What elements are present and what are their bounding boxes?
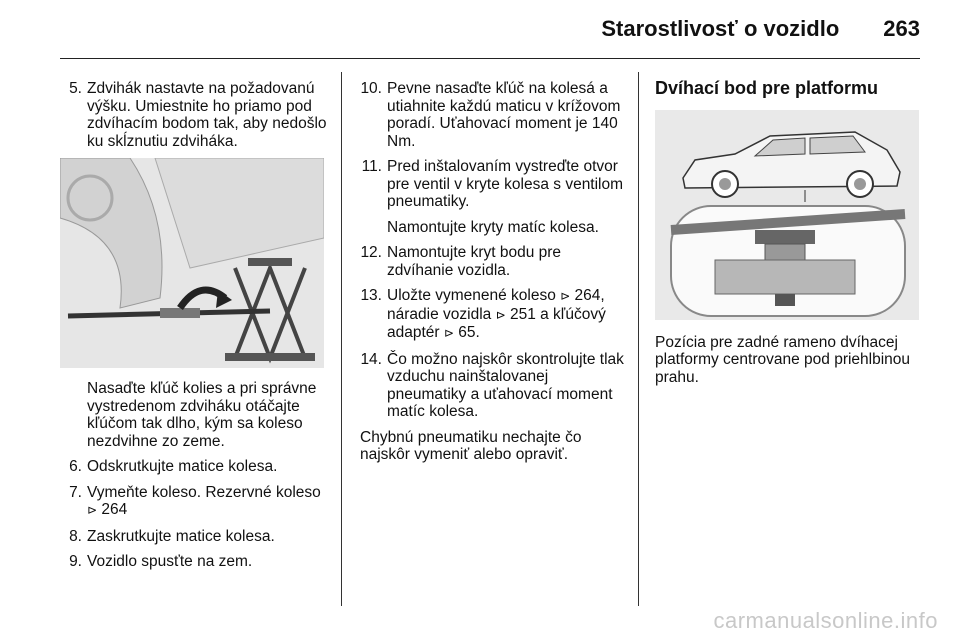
section-heading: Dvíhací bod pre platformu: [655, 78, 879, 98]
jack-illustration: [60, 158, 324, 368]
step-number: 6.: [69, 458, 82, 475]
left-column: [60, 80, 332, 579]
step-text-part: Uložte vymenené koleso: [387, 287, 561, 304]
step-text: Čo možno najskôr skontrolujte tlak vzduchu nainštalovanej pneumatiky a uťahovací moment matíc kolesa.: [387, 350, 624, 420]
page-number: 263: [883, 16, 920, 41]
middle-column: [357, 80, 629, 472]
reference-arrow-icon: ⊳: [495, 307, 506, 322]
step-text: Vozidlo spusťte na zem.: [87, 553, 253, 570]
page-reference[interactable]: 264,: [574, 287, 605, 304]
step-number: 12.: [360, 244, 382, 261]
step-text-part: náradie vozidla: [387, 305, 496, 323]
step-number: 5.: [69, 80, 82, 97]
watermark: carmanualsonline.info: [713, 608, 938, 633]
step-number: 13.: [360, 287, 382, 304]
step-5: [60, 80, 332, 150]
step-text: Namontujte kryt bodu pre zdvíhanie vozidla.: [387, 244, 562, 279]
lift-point-illustration: [655, 110, 919, 320]
step-text: Odskrutkujte matice kolesa.: [87, 458, 278, 475]
step-10: [357, 80, 629, 150]
page-reference[interactable]: 251: [509, 305, 536, 323]
column-divider-right: [638, 72, 639, 606]
step-number: 14.: [360, 350, 382, 368]
step-text: [387, 158, 629, 236]
lift-point-caption: Pozícia pre zadné rameno dvíhacej platformy centrovane pod priehlbinou prahu.: [655, 333, 911, 386]
step-number: 9.: [69, 553, 82, 570]
jack-drawing: [60, 158, 324, 368]
note-text: Chybnú pneumatiku nechajte čo najskôr vymeniť alebo opraviť.: [360, 428, 582, 463]
step-14: [357, 351, 629, 421]
step-number: 11.: [361, 158, 382, 175]
page-reference[interactable]: 65.: [458, 324, 480, 341]
step-text-part: a kľúčový adaptér: [387, 305, 606, 341]
step-7: [60, 484, 332, 520]
step-9: [60, 553, 332, 571]
page-header: [601, 16, 920, 42]
reference-arrow-icon: ⊳: [443, 326, 454, 340]
reference-arrow-icon: ⊳: [560, 289, 571, 303]
step-text: Zaskrutkujte matice kolesa.: [87, 527, 275, 545]
jack-caption: Nasaďte kľúč kolies a pri správne vystredenom zdviháku otáčajte kľúčom tak dlho, kým sa koleso nezdvihne zo zeme.: [87, 380, 317, 450]
column-divider-left: [341, 72, 342, 606]
header-title: Starostlivosť o vozidlo: [601, 16, 840, 41]
step-number: 8.: [69, 527, 82, 545]
header-rule: [60, 58, 920, 59]
step-number: 7.: [69, 483, 82, 501]
right-column: [655, 80, 923, 394]
step-8: [60, 528, 332, 546]
step-text: Pevne nasaďte kľúč na kolesá a utiahnite každú maticu v krížovom poradí. Uťahovací moment je 140 Nm.: [387, 80, 621, 150]
step-12: [357, 244, 629, 279]
step-13: [357, 287, 629, 343]
page-reference[interactable]: 264: [101, 501, 128, 518]
step-text: [387, 287, 629, 343]
step-6: [60, 458, 332, 476]
step-11: [357, 158, 629, 236]
step-text: [87, 484, 332, 520]
step-number: 10.: [360, 80, 382, 97]
step-text: Zdvihák nastavte na požadovanú výšku. Umiestnite ho priamo pod zdvíhacím bodom tak, aby nedošlo ku skĺznutiu zdviháka.: [87, 80, 327, 150]
step-text-extra: Namontujte kryty matíc kolesa.: [387, 218, 599, 236]
step-text-part: Vymeňte koleso. Rezervné koleso: [87, 483, 321, 501]
lift-point-drawing: [655, 110, 919, 320]
reference-arrow-icon: ⊳: [87, 503, 98, 517]
step-text-main: Pred inštalovaním vystreďte otvor pre ventil v kryte kolesa s ventilom pneumatiky.: [387, 158, 624, 210]
